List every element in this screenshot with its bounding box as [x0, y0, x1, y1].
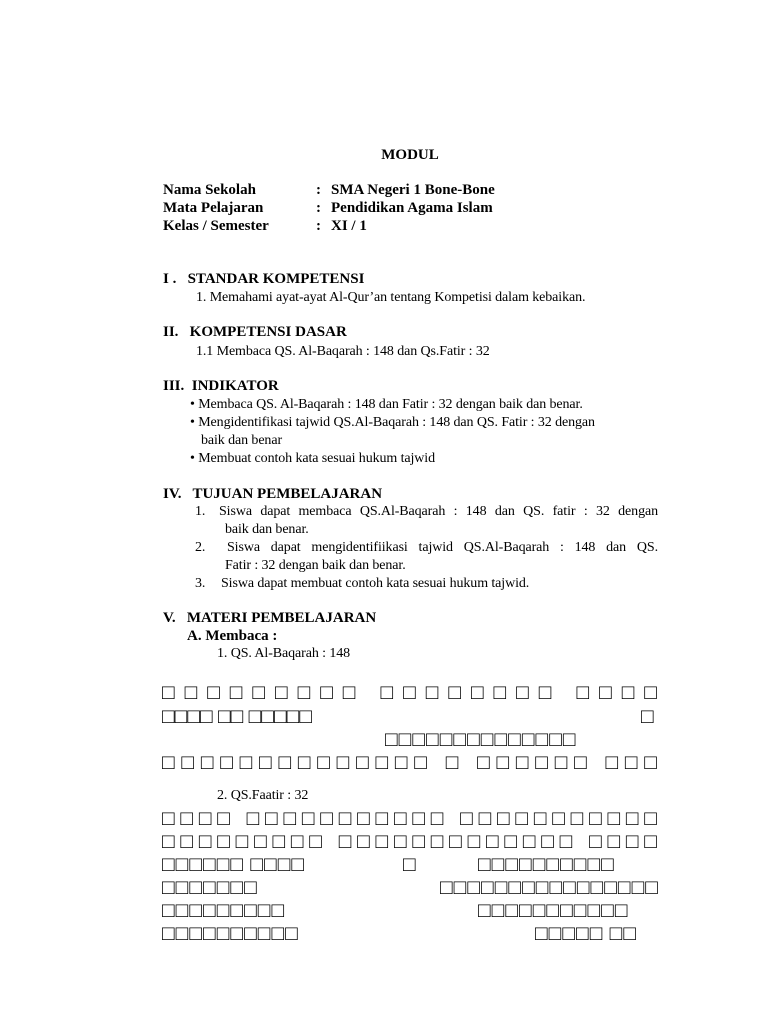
- objective-number: 2.: [195, 540, 206, 555]
- objective-text: Siswa dapat membuat contoh kata sesuai hukum tajwid.: [221, 576, 530, 591]
- arabic-text-line: □□□□□□□□□□: [162, 921, 299, 945]
- objective-text-continuation: baik dan benar.: [225, 522, 309, 537]
- info-value-school: SMA Negeri 1 Bone-Bone: [331, 182, 495, 198]
- arabic-text-line: □□□□□□□□□□□□□□ □ □□□□□□ □□□: [162, 750, 658, 774]
- arabic-text-line: □□□□□□□: [162, 875, 258, 899]
- material-item: 2. QS.Faatir : 32: [217, 788, 309, 803]
- indicator-item: • Mengidentifikasi tajwid QS.Al-Baqarah : 148 dan QS. Fatir : 32 dengan: [190, 415, 595, 430]
- info-label-class: Kelas / Semester: [163, 218, 269, 234]
- document-title: MODUL: [381, 147, 439, 163]
- info-sep-class: :: [316, 218, 321, 234]
- section-1-heading: I . STANDAR KOMPETENSI: [163, 271, 365, 287]
- objective-number: 3.: [195, 576, 206, 591]
- arabic-text-line: □□□□□□□□□□: [478, 852, 615, 876]
- section-2-heading: II. KOMPETENSI DASAR: [163, 324, 347, 340]
- section-4-heading: IV. TUJUAN PEMBELAJARAN: [163, 486, 383, 502]
- arabic-text-glyph: □: [641, 704, 654, 728]
- section-2-item: 1.1 Membaca QS. Al-Baqarah : 148 dan Qs.Fatir : 32: [196, 344, 490, 359]
- objective-text: Siswa dapat membaca QS.Al-Baqarah : 148 dan QS. fatir : 32 dengan: [219, 504, 658, 519]
- objective-text: Siswa dapat mengidentifiikasi tajwid QS.Al-Baqarah : 148 dan QS.: [227, 540, 658, 555]
- arabic-text-line: □□□□□□□□□□□□□□□□: [440, 875, 659, 899]
- arabic-text-line: □□□□□□□□□: [162, 898, 286, 922]
- indicator-item: • Membaca QS. Al-Baqarah : 148 dan Fatir : 32 dengan baik dan benar.: [190, 397, 583, 412]
- objective-text-continuation: Fatir : 32 dengan baik dan benar.: [225, 558, 406, 573]
- objective-number: 1.: [195, 504, 206, 519]
- info-label-school: Nama Sekolah: [163, 182, 256, 198]
- arabic-text-line: □□□□□□□□□ □□□□□□□□ □□□□: [162, 680, 658, 704]
- info-value-subject: Pendidikan Agama Islam: [331, 200, 493, 216]
- arabic-text-line: □□□□□□□□□ □□□□□□□□□□□□□ □□□□: [162, 829, 658, 853]
- info-sep-school: :: [316, 182, 321, 198]
- material-item: 1. QS. Al-Baqarah : 148: [217, 646, 351, 661]
- arabic-text-line: □□□□□ □□: [535, 921, 638, 945]
- indicator-item-continuation: baik dan benar: [201, 433, 283, 448]
- indicator-item: • Membuat contoh kata sesuai hukum tajwid: [190, 451, 435, 466]
- arabic-text-line: □□□□□□□□□□□□□□: [385, 727, 577, 751]
- arabic-text-glyph: □: [403, 852, 416, 876]
- section-3-heading: III. INDIKATOR: [163, 378, 279, 394]
- arabic-text-line: □□□□□□□□□□□: [478, 898, 629, 922]
- info-sep-subject: :: [316, 200, 321, 216]
- section-5-subheading: A. Membaca :: [187, 628, 278, 644]
- arabic-text-line: □□□□ □□□□□□□□□□□ □□□□□□□□□□□: [162, 806, 658, 830]
- section-5-heading: V. MATERI PEMBELAJARAN: [163, 610, 377, 626]
- arabic-text-line: □□□□□□ □□□□: [162, 852, 306, 876]
- section-1-item: 1. Memahami ayat-ayat Al-Qur’an tentang Kompetisi dalam kebaikan.: [196, 290, 586, 305]
- info-value-class: XI / 1: [331, 218, 367, 234]
- info-label-subject: Mata Pelajaran: [163, 200, 264, 216]
- arabic-text-line: □□□□ □□ □□□□□: [162, 704, 313, 728]
